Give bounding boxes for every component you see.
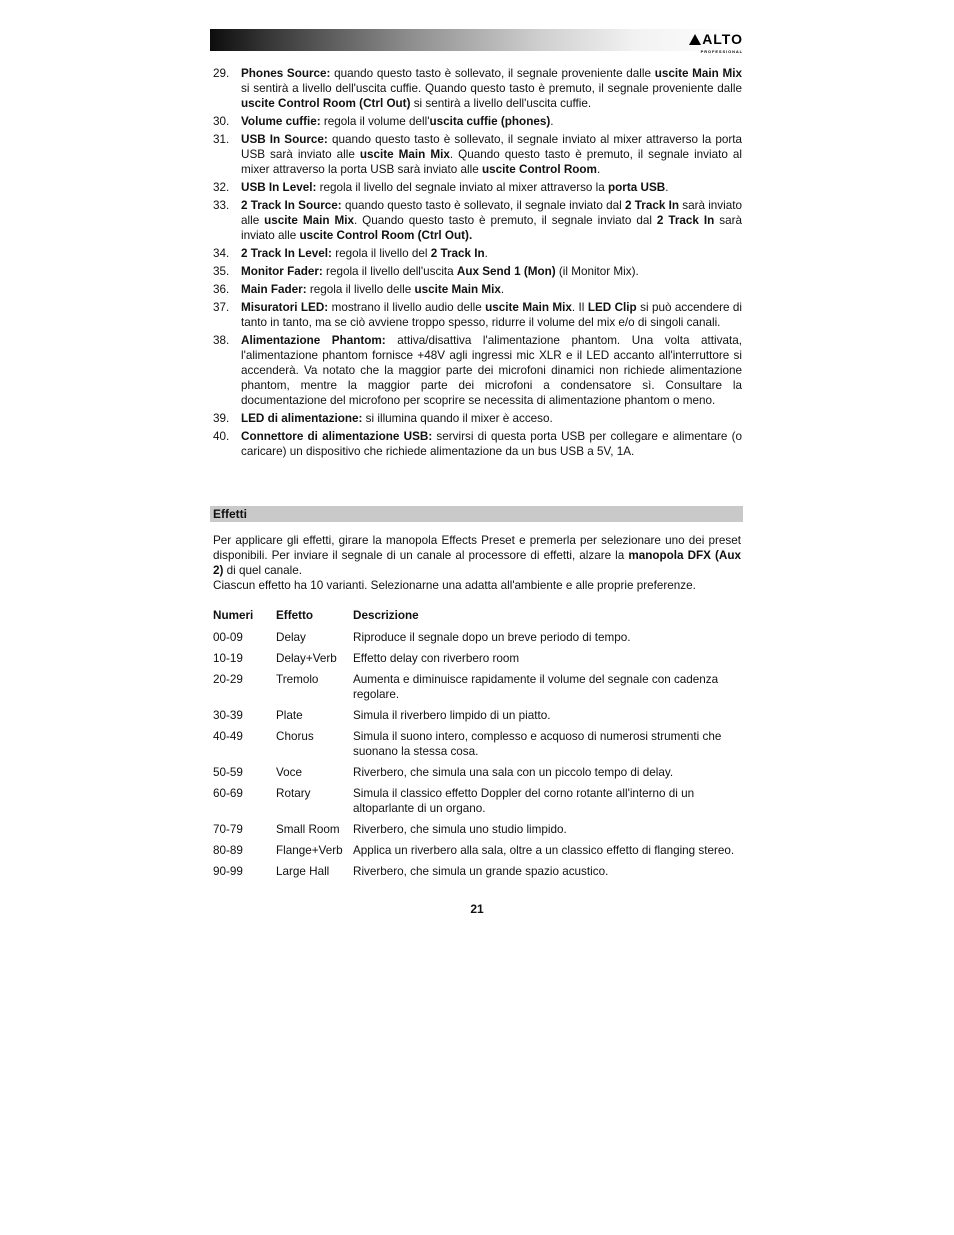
list-item-number: 35.	[213, 265, 230, 278]
list-item-text: .	[550, 115, 554, 128]
alto-logo	[689, 31, 743, 54]
list-item-text: si sentirà a livello dell'uscita cuffie.	[410, 97, 592, 110]
cell-numeri: 30-39	[213, 709, 243, 722]
list-item-bold-text: Phones Source:	[241, 67, 331, 80]
cell-numeri: 60-69	[213, 787, 243, 800]
list-item-bold-text: uscite Control Room (Ctrl Out).	[299, 229, 473, 242]
table-row	[213, 843, 743, 864]
cell-effetto: Delay+Verb	[276, 652, 337, 665]
cell-effetto: Small Room	[276, 823, 340, 836]
table-row	[213, 672, 743, 708]
header-gradient-bar	[210, 29, 743, 51]
list-item-bold-text: USB In Level:	[241, 181, 317, 194]
table-row	[213, 708, 743, 729]
list-item-number: 33.	[213, 199, 230, 212]
cell-numeri: 70-79	[213, 823, 243, 836]
list-item-text: servirsi di questa porta USB per collegare e alimentare (o caricare) un dispositivo che richiede alimentazione da un bus USB a 5V, 1A.	[241, 430, 742, 458]
list-item-text: regola il livello dell'uscita	[322, 265, 457, 278]
list-item-bold-text: Volume cuffie:	[241, 115, 321, 128]
list-item	[211, 300, 742, 330]
list-item-number: 29.	[213, 67, 230, 80]
intro-text: Per applicare gli effetti, girare la manopola Effects Preset e premerla per selezionare uno dei preset disponibili. Per inviare il segnale di un canale al processore di effetti, alzare la	[213, 534, 741, 562]
list-item-bold-text: uscite Main Mix	[654, 67, 742, 80]
cell-descrizione: Riverbero, che simula uno studio limpido.	[353, 823, 567, 836]
list-item-text: quando questo tasto è sollevato, il segnale inviato dal	[341, 199, 626, 212]
list-item	[211, 114, 742, 129]
list-item	[211, 66, 742, 111]
list-item-number: 38.	[213, 334, 230, 347]
cell-effetto: Large Hall	[276, 865, 330, 878]
cell-descrizione: Simula il classico effetto Doppler del corno rotante all'interno di un altoparlante di un organo.	[353, 787, 695, 815]
list-item-bold-text: uscite Main Mix	[264, 214, 354, 227]
list-item-text: si può accendere di tanto in tanto, ma se ciò avviene troppo spesso, ridurre il volume del mix e/o di singoli canali.	[241, 301, 742, 329]
table-row	[213, 651, 743, 672]
list-item-text: regola il volume dell'	[320, 115, 430, 128]
list-item-text: si illumina quando il mixer è acceso.	[362, 412, 553, 425]
effects-table	[213, 609, 743, 885]
list-item-text: (il Monitor Mix).	[555, 265, 639, 278]
list-item-bold-text: 2 Track In Source:	[241, 199, 342, 212]
cell-effetto: Delay	[276, 631, 306, 644]
list-item-text: attiva/disattiva l'alimentazione phantom. Una volta attivata, l'alimentazione phantom fornisce +48V agli ingressi mic XLR e il LED accanto all'interruttore si accenderà. Va notato che la maggior parte dei microfoni dinamici non richiede alimentazione phantom, mentre la maggior parte dei microfoni a condensatore sì. Consultare la documentazione del microfono per scoprire se necessita di alimentazione phantom o meno.	[241, 334, 742, 407]
list-item-bold-text: uscite Control Room	[482, 163, 597, 176]
list-item-text: si sentirà a livello dell'uscita cuffie. Quando questo tasto è premuto, il segnale proveniente dalle	[241, 82, 742, 95]
list-item-text: quando questo tasto è sollevato, il segnale inviato al mixer attraverso la porta USB sarà inviato alle	[241, 133, 742, 161]
list-item-bold-text: Aux Send 1 (Mon)	[456, 265, 556, 278]
list-item-text: mostrano il livello audio delle	[328, 301, 486, 314]
cell-numeri: 50-59	[213, 766, 243, 779]
list-item-text: regola il livello del	[331, 247, 431, 260]
list-item-text: .	[484, 247, 488, 260]
list-item-bold-text: uscite Main Mix	[485, 301, 572, 314]
list-item-bold-text: uscite Main Mix	[359, 148, 450, 161]
cell-descrizione: Riverbero, che simula una sala con un piccolo tempo di delay.	[353, 766, 674, 779]
logo-triangle-icon	[689, 34, 701, 45]
cell-numeri: 20-29	[213, 673, 243, 686]
intro-text-end: di quel canale.	[223, 564, 303, 577]
list-item-number: 34.	[213, 247, 230, 260]
list-item-number: 32.	[213, 181, 230, 194]
list-item-bold-text: Monitor Fader:	[241, 265, 323, 278]
logo-subtitle: PROFESSIONAL	[700, 49, 743, 54]
column-header-descrizione: Descrizione	[353, 609, 419, 622]
list-item-bold-text: 2 Track In	[625, 199, 679, 212]
list-item	[211, 132, 742, 177]
effects-table-header-row	[213, 609, 743, 630]
alto-logo-mark	[689, 33, 743, 46]
list-item-bold-text: porta USB	[608, 181, 666, 194]
list-item-text: . Quando questo tasto è premuto, il segnale inviato al mixer attraverso la porta USB sarà inviato alle	[241, 148, 742, 176]
list-item-text: .	[665, 181, 669, 194]
list-item-bold-text: Alimentazione Phantom:	[241, 334, 386, 347]
table-row	[213, 786, 743, 822]
list-item-bold-text: LED Clip	[587, 301, 637, 314]
list-item-number: 36.	[213, 283, 230, 296]
cell-descrizione: Riproduce il segnale dopo un breve periodo di tempo.	[353, 631, 631, 644]
list-item-number: 40.	[213, 430, 230, 443]
cell-descrizione: Effetto delay con riverbero room	[353, 652, 520, 665]
table-row	[213, 765, 743, 786]
cell-numeri: 80-89	[213, 844, 243, 857]
list-item-bold-text: Main Fader:	[241, 283, 307, 296]
list-item-text: . Il	[571, 301, 588, 314]
list-item-bold-text: uscite Control Room (Ctrl Out)	[241, 97, 411, 110]
effects-table-body	[213, 630, 743, 885]
cell-effetto: Voce	[276, 766, 302, 779]
logo-text: ALTO	[702, 31, 743, 47]
list-item-text: quando questo tasto è sollevato, il segnale proveniente dalle	[330, 67, 655, 80]
cell-descrizione: Simula il riverbero limpido di un piatto.	[353, 709, 551, 722]
cell-numeri: 90-99	[213, 865, 243, 878]
list-item	[211, 333, 742, 408]
cell-descrizione: Applica un riverbero alla sala, oltre a un classico effetto di flanging stereo.	[353, 844, 735, 857]
intro-paragraph-1	[213, 533, 741, 578]
table-row	[213, 822, 743, 843]
list-item-text: . Quando questo tasto è premuto, il segnale inviato dal	[353, 214, 657, 227]
list-item-bold-text: Connettore di alimentazione USB:	[241, 430, 433, 443]
list-item	[211, 180, 742, 195]
cell-effetto: Tremolo	[276, 673, 319, 686]
intro-paragraph-2: Ciascun effetto ha 10 varianti. Selezionarne una adatta all'ambiente e alle proprie preferenze.	[213, 579, 696, 592]
list-item-number: 30.	[213, 115, 230, 128]
cell-effetto: Rotary	[276, 787, 311, 800]
list-item-text: .	[500, 283, 505, 296]
section-title: Effetti	[213, 507, 247, 521]
table-row	[213, 864, 743, 885]
list-item-bold-text: 2 Track In	[656, 214, 715, 227]
list-item	[211, 411, 742, 426]
controls-description-list	[211, 66, 742, 462]
list-item-number: 31.	[213, 133, 230, 146]
list-item	[211, 264, 742, 279]
list-item-text: regola il livello del segnale inviato al mixer attraverso la	[316, 181, 609, 194]
list-item	[211, 282, 742, 297]
list-item-text: regola il livello delle	[306, 283, 415, 296]
cell-descrizione: Aumenta e diminuisce rapidamente il volume del segnale con cadenza regolare.	[353, 673, 719, 701]
list-item	[211, 246, 742, 261]
cell-effetto: Flange+Verb	[276, 844, 343, 857]
effects-intro	[213, 533, 741, 593]
list-item-bold-text: LED di alimentazione:	[241, 412, 363, 425]
cell-descrizione: Simula il suono intero, complesso e acquoso di numerosi strumenti che suonano la stessa cosa.	[353, 730, 722, 758]
cell-descrizione: Riverbero, che simula un grande spazio acustico.	[353, 865, 609, 878]
cell-effetto: Chorus	[276, 730, 314, 743]
table-row	[213, 630, 743, 651]
list-item-bold-text: uscite Main Mix	[414, 283, 501, 296]
list-item-bold-text: uscita cuffie (phones)	[429, 115, 551, 128]
list-item-number: 39.	[213, 412, 230, 425]
cell-numeri: 10-19	[213, 652, 243, 665]
list-item-bold-text: Misuratori LED:	[241, 301, 329, 314]
cell-numeri: 00-09	[213, 631, 243, 644]
list-item-bold-text: 2 Track In Level:	[241, 247, 332, 260]
intro-bold-text: manopola DFX (Aux 2)	[213, 549, 741, 577]
list-item-text: sarà inviato alle	[241, 214, 742, 242]
list-item-text: sarà inviato alle	[241, 199, 742, 227]
column-header-numeri: Numeri	[213, 609, 254, 622]
cell-numeri: 40-49	[213, 730, 243, 743]
list-item-number: 37.	[213, 301, 230, 314]
list-item-bold-text: 2 Track In	[430, 247, 485, 260]
list-item-text: .	[596, 163, 601, 176]
table-row	[213, 729, 743, 765]
section-header-bar	[210, 506, 743, 522]
cell-effetto: Plate	[276, 709, 303, 722]
page-number: 21	[470, 902, 484, 916]
list-item	[211, 198, 742, 243]
list-item-bold-text: USB In Source:	[241, 133, 328, 146]
list-item	[211, 429, 742, 459]
column-header-effetto: Effetto	[276, 609, 314, 622]
